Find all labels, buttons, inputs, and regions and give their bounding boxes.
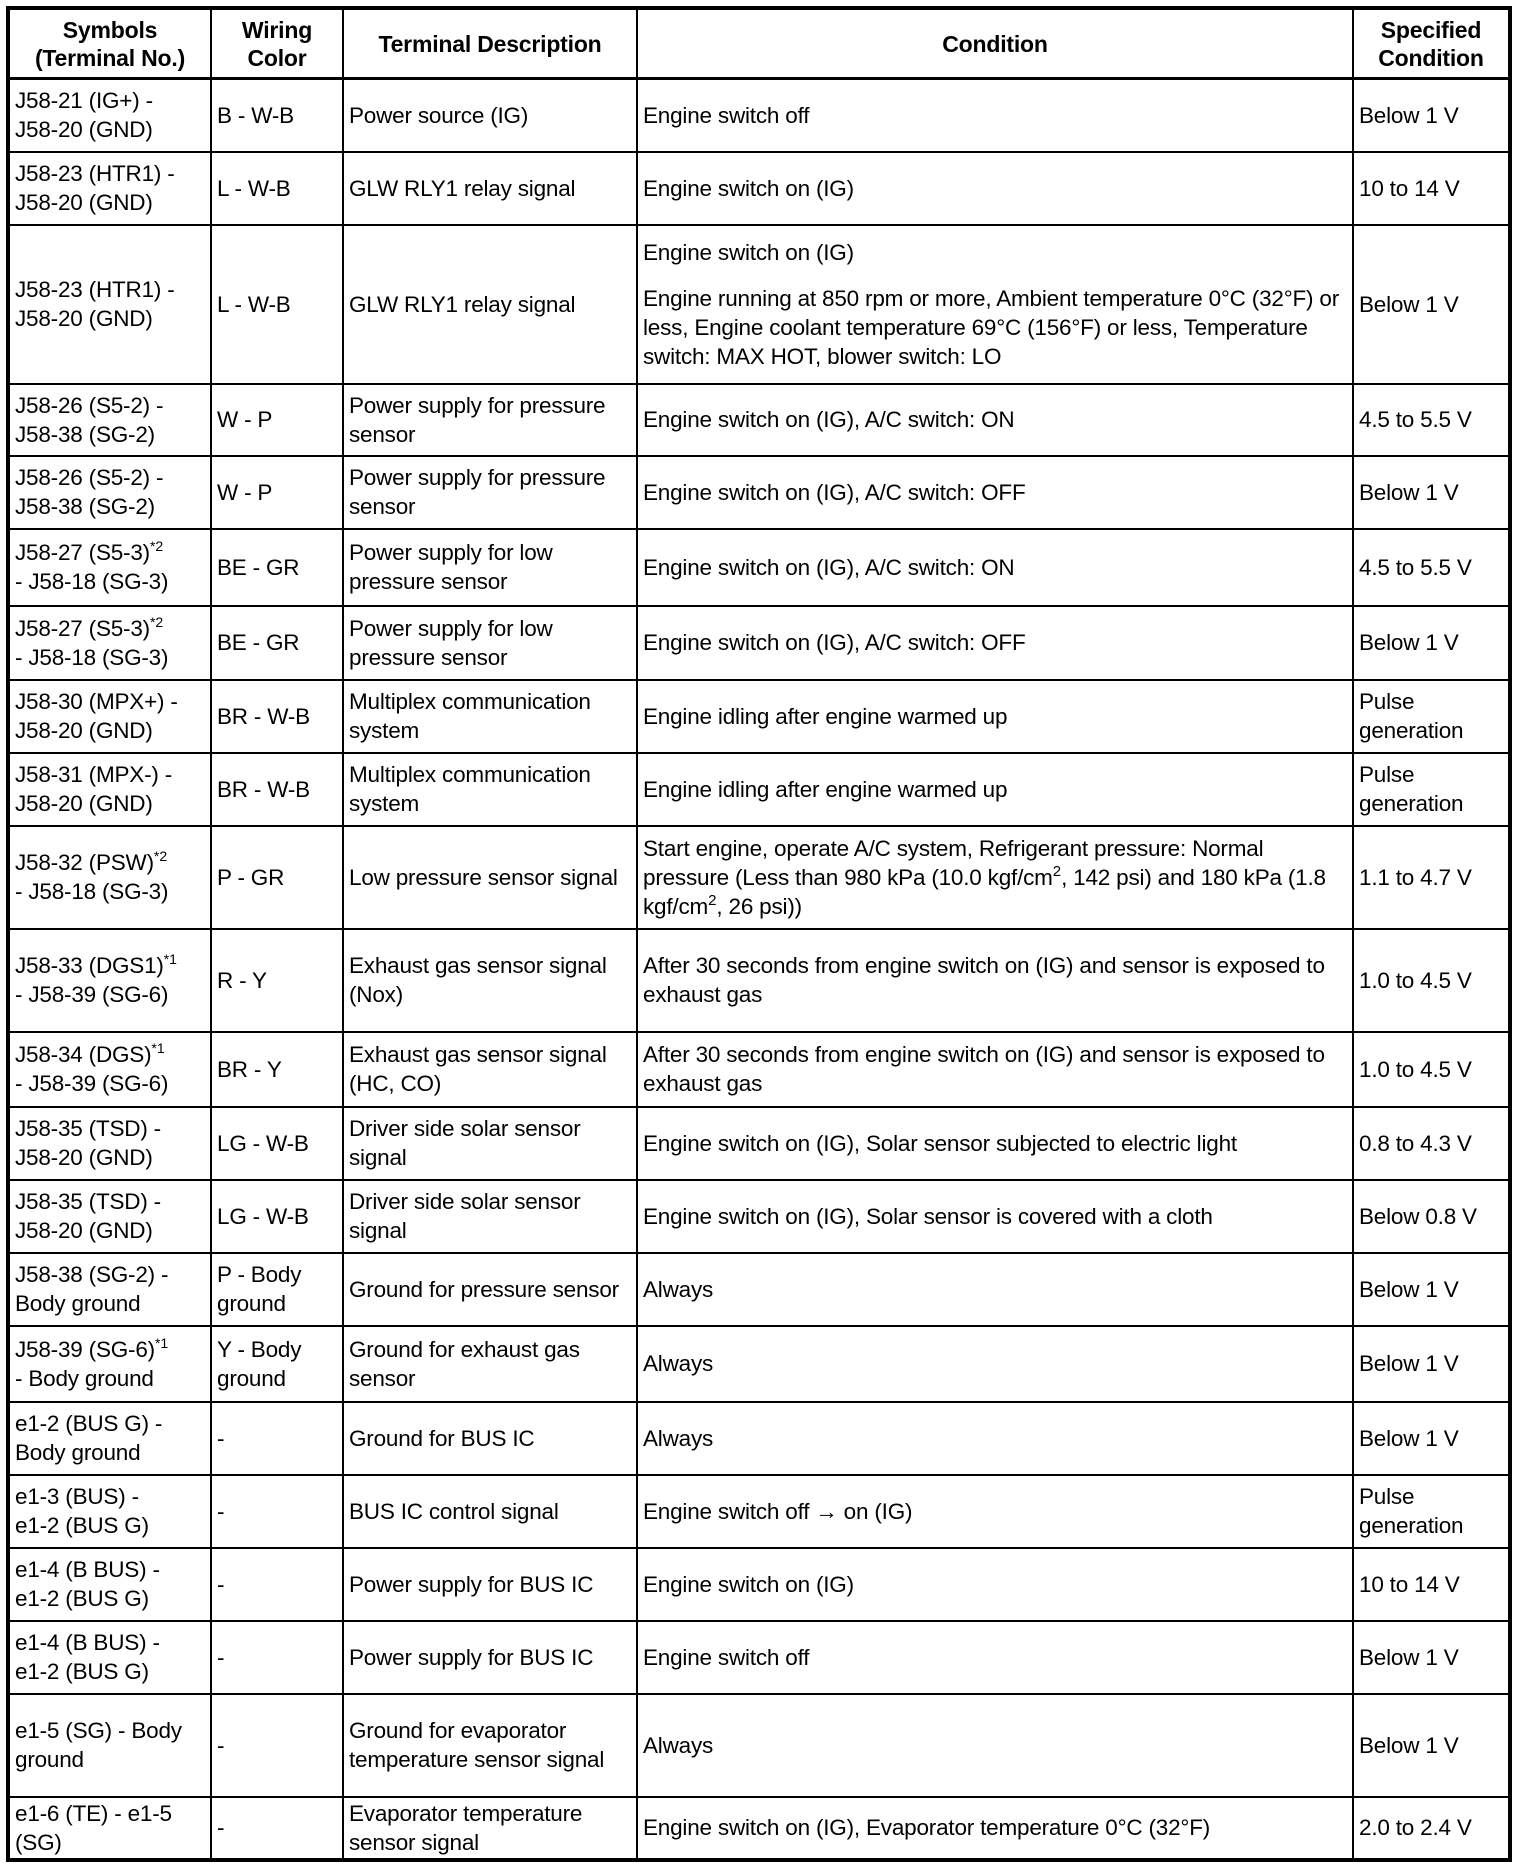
symbol-first-line: J58-35 (TSD) - [15,1116,161,1141]
symbol-second-line: J58-20 (GND) [15,718,153,743]
symbol-first-line: J58-30 (MPX+) - [15,689,178,714]
cell-specified-condition: 10 to 14 V [1353,152,1508,225]
cell-condition: Engine switch on (IG), A/C switch: OFF [637,456,1353,529]
symbol-first-line: e1-4 (B BUS) - [15,1557,160,1582]
table-row [10,1548,1508,1621]
table-row [10,929,1508,1032]
symbol-second-line: J58-38 (SG-2) [15,421,155,447]
symbol-second-line: Body ground [15,1440,141,1465]
cell-symbols [10,529,211,606]
header-wiring-line1: Wiring [241,16,313,43]
cell-wiring-color: BE - GR [211,529,343,606]
symbol-first-line: J58-31 (MPX-) - [15,762,173,787]
footnote-marker: *1 [151,1040,165,1056]
cell-terminal-description: Low pressure sensor signal [343,826,637,929]
cell-condition: Engine idling after engine warmed up [637,680,1353,753]
header-specified-line1: Specified [1380,16,1482,43]
cell-symbols [10,1621,211,1694]
table-row [10,225,1508,384]
cell-condition: Engine switch off [637,1621,1353,1694]
cell-specified-condition: Below 1 V [1353,79,1508,152]
cell-terminal-description: Power supply for BUS IC [343,1548,637,1621]
table-row [10,384,1508,456]
cell-specified-condition: Below 1 V [1353,1621,1508,1694]
table-row [10,1402,1508,1475]
cell-symbols [10,1253,211,1326]
cell-terminal-description: Driver side solar sensor signal [343,1107,637,1180]
cell-wiring-color: R - Y [211,929,343,1032]
superscript-exponent: 2 [708,891,717,909]
cell-specified-condition: Below 1 V [1353,1402,1508,1475]
footnote-marker: *1 [163,951,177,967]
cell-symbols [10,1107,211,1180]
cell-wiring-color: BR - W-B [211,680,343,753]
symbol-first-line: J58-27 (S5-3) [15,615,150,641]
table-header [10,10,1508,79]
cell-symbols [10,456,211,529]
cell-specified-condition: 1.1 to 4.7 V [1353,826,1508,929]
cell-symbols [10,384,211,456]
symbol-second-line: J58-20 (GND) [15,117,153,143]
table-row [10,456,1508,529]
condition-line-2: Engine running at 850 rpm or more, Ambient temperature 0°C (32°F) or less, Engine coolant temperature 69°C (156°F) or less, Temperature switch: MAX HOT, blower switch: LO [643,285,1339,369]
cell-wiring-color: - [211,1797,343,1858]
cell-terminal-description: GLW RLY1 relay signal [343,225,637,384]
cell-terminal-description: Multiplex communication system [343,753,637,826]
table-row [10,1180,1508,1253]
cell-symbols [10,1797,211,1858]
cell-condition: Engine switch on (IG), A/C switch: OFF [637,606,1353,680]
symbol-first-line: J58-38 (SG-2) - [15,1262,169,1287]
table-row [10,1032,1508,1107]
cell-symbols [10,753,211,826]
cell-specified-condition: 0.8 to 4.3 V [1353,1107,1508,1180]
header-wiring-color [211,10,343,79]
symbol-first-line: e1-4 (B BUS) - [15,1630,160,1655]
symbol-first-line: J58-33 (DGS1) [15,953,164,978]
cell-condition: After 30 seconds from engine switch on (IG) and sensor is exposed to exhaust gas [637,929,1353,1032]
cell-terminal-description: GLW RLY1 relay signal [343,152,637,225]
symbol-first-line: J58-26 (S5-2) - [15,392,164,418]
symbol-second-line: e1-2 (BUS G) [15,1659,149,1684]
cell-terminal-description: Power supply for pressure sensor [343,456,637,529]
cell-symbols [10,152,211,225]
symbol-second-line: J58-20 (GND) [15,1145,153,1170]
cell-condition: Engine idling after engine warmed up [637,753,1353,826]
cell-wiring-color: LG - W-B [211,1180,343,1253]
cell-wiring-color: - [211,1402,343,1475]
cell-terminal-description: Evaporator temperature sensor signal [343,1797,637,1858]
cell-condition: Engine switch on (IG), Solar sensor is covered with a cloth [637,1180,1353,1253]
cell-condition: Engine switch on (IG), A/C switch: ON [637,384,1353,456]
footnote-marker: *2 [149,613,164,630]
header-condition: Condition [637,10,1353,79]
cell-condition: Always [637,1253,1353,1326]
cell-terminal-description: Ground for exhaust gas sensor [343,1326,637,1402]
superscript-exponent: 2 [1052,862,1062,880]
header-row [10,10,1508,79]
cell-wiring-color: W - P [211,456,343,529]
cell-condition: Engine switch on (IG) [637,152,1353,225]
cell-condition: Always [637,1326,1353,1402]
table-row [10,606,1508,680]
condition-text: , 142 psi) and 180 kPa (1.8 kgf/cm [643,864,1326,919]
terminal-spec-table-frame [6,6,1512,1862]
table-row [10,826,1508,929]
cell-specified-condition: Below 0.8 V [1353,1180,1508,1253]
cell-condition: Engine switch on (IG) [637,1548,1353,1621]
table-body [10,79,1508,1858]
cell-specified-condition: Pulse generation [1353,680,1508,753]
cell-wiring-color: BR - W-B [211,753,343,826]
symbol-first-line: J58-35 (TSD) - [15,1189,161,1214]
table-row [10,1694,1508,1797]
symbol-second-line: - Body ground [15,1365,154,1391]
symbol-first-line: J58-23 (HTR1) - [15,277,175,302]
symbol-second-line: Body ground [15,1291,141,1316]
cell-wiring-color: W - P [211,384,343,456]
cell-wiring-color: L - W-B [211,152,343,225]
symbol-first-line: J58-26 (S5-2) - [15,465,164,490]
cell-specified-condition: Below 1 V [1353,1326,1508,1402]
symbol-first-line: J58-21 (IG+) - [15,88,153,114]
cell-terminal-description: BUS IC control signal [343,1475,637,1548]
table-row [10,1253,1508,1326]
symbol-first-line: J58-34 (DGS) [15,1042,152,1067]
cell-condition: Engine switch on (IG), Evaporator temperature 0°C (32°F) [637,1797,1353,1858]
cell-condition [637,225,1353,384]
cell-specified-condition: Below 1 V [1353,225,1508,384]
cell-specified-condition: Pulse generation [1353,753,1508,826]
terminal-spec-table [10,10,1508,1858]
symbol-first-line: J58-32 (PSW) [15,850,154,875]
cell-specified-condition: Below 1 V [1353,606,1508,680]
cell-symbols [10,1402,211,1475]
cell-specified-condition: Below 1 V [1353,456,1508,529]
footnote-marker: *1 [154,1334,169,1351]
cell-specified-condition: 10 to 14 V [1353,1548,1508,1621]
symbol-second-line: J58-20 (GND) [15,791,153,816]
symbol-second-line: - J58-18 (SG-3) [15,569,169,594]
table-row [10,79,1508,152]
cell-specified-condition: 2.0 to 2.4 V [1353,1797,1508,1858]
cell-wiring-color: L - W-B [211,225,343,384]
cell-terminal-description: Power supply for BUS IC [343,1621,637,1694]
cell-symbols [10,79,211,152]
table-row [10,1797,1508,1858]
condition-text: Start engine, operate A/C system, Refrigerant pressure: Normal pressure (Less than 980 kPa (10.0 kgf/cm [643,835,1264,890]
cell-terminal-description: Power supply for pressure sensor [343,384,637,456]
cell-specified-condition: 1.0 to 4.5 V [1353,1032,1508,1107]
cell-terminal-description: Ground for pressure sensor [343,1253,637,1326]
symbol-second-line: J58-20 (GND) [15,306,153,331]
cell-symbols [10,1548,211,1621]
cell-wiring-color: Y - Body ground [211,1326,343,1402]
cell-condition: After 30 seconds from engine switch on (IG) and sensor is exposed to exhaust gas [637,1032,1353,1107]
condition-spacer [643,267,1347,284]
symbol-second-line: - J58-39 (SG-6) [15,1071,169,1096]
cell-terminal-description: Exhaust gas sensor signal (Nox) [343,929,637,1032]
condition-text: , 26 psi)) [716,893,802,919]
symbol-first-line: e1-6 (TE) - e1-5 [15,1800,172,1826]
symbol-second-line: ground [15,1747,84,1772]
cell-condition: Always [637,1402,1353,1475]
table-row [10,1475,1508,1548]
symbol-second-line: - J58-18 (SG-3) [15,644,169,670]
cell-wiring-color: - [211,1621,343,1694]
cell-condition: Engine switch off → on (IG) [637,1475,1353,1548]
table-row [10,529,1508,606]
symbol-first-line: J58-39 (SG-6) [15,1336,155,1362]
symbol-second-line: e1-2 (BUS G) [15,1586,149,1611]
cell-terminal-description: Driver side solar sensor signal [343,1180,637,1253]
footnote-marker: *2 [149,538,164,554]
cell-specified-condition: Below 1 V [1353,1694,1508,1797]
cell-condition: Always [637,1694,1353,1797]
cell-terminal-description: Exhaust gas sensor signal (HC, CO) [343,1032,637,1107]
table-row [10,1107,1508,1180]
cell-symbols [10,1694,211,1797]
table-row [10,152,1508,225]
symbol-first-line: e1-3 (BUS) - [15,1484,139,1509]
table-row [10,680,1508,753]
cell-specified-condition: Below 1 V [1353,1253,1508,1326]
condition-line-1: Engine switch on (IG) [643,239,854,265]
cell-wiring-color: - [211,1548,343,1621]
cell-wiring-color: P - Body ground [211,1253,343,1326]
cell-specified-condition: 4.5 to 5.5 V [1353,384,1508,456]
table-row [10,753,1508,826]
symbol-second-line: J58-38 (SG-2) [15,494,155,519]
header-symbols-line2: (Terminal No.) [34,44,186,71]
cell-wiring-color: - [211,1694,343,1797]
cell-terminal-description: Power supply for low pressure sensor [343,606,637,680]
cell-terminal-description: Ground for BUS IC [343,1402,637,1475]
cell-symbols [10,1180,211,1253]
cell-symbols [10,606,211,680]
symbol-first-line: J58-27 (S5-3) [15,540,150,565]
cell-wiring-color: P - GR [211,826,343,929]
cell-terminal-description: Power source (IG) [343,79,637,152]
symbol-second-line: (SG) [15,1829,62,1855]
cell-symbols [10,1475,211,1548]
cell-terminal-description: Ground for evaporator temperature sensor signal [343,1694,637,1797]
cell-wiring-color: BR - Y [211,1032,343,1107]
cell-condition [637,826,1353,929]
cell-wiring-color: - [211,1475,343,1548]
cell-specified-condition: 1.0 to 4.5 V [1353,929,1508,1032]
cell-terminal-description: Power supply for low pressure sensor [343,529,637,606]
symbol-second-line: - J58-18 (SG-3) [15,879,169,904]
symbol-first-line: e1-2 (BUS G) - [15,1411,163,1436]
header-terminal-description: Terminal Description [343,10,637,79]
header-symbols-line1: Symbols [62,16,158,43]
symbol-second-line: J58-20 (GND) [15,1218,153,1243]
cell-symbols [10,225,211,384]
cell-symbols [10,826,211,929]
symbol-second-line: - J58-39 (SG-6) [15,982,169,1007]
cell-symbols [10,1032,211,1107]
header-specified-line2: Condition [1378,44,1484,71]
cell-wiring-color: LG - W-B [211,1107,343,1180]
cell-specified-condition: 4.5 to 5.5 V [1353,529,1508,606]
footnote-marker: *2 [153,848,168,864]
table-row [10,1326,1508,1402]
header-symbols [10,10,211,79]
symbol-second-line: J58-20 (GND) [15,190,153,215]
header-wiring-line2: Color [247,44,307,71]
cell-symbols [10,929,211,1032]
cell-specified-condition: Pulse generation [1353,1475,1508,1548]
symbol-first-line: J58-23 (HTR1) - [15,161,175,186]
cell-terminal-description: Multiplex communication system [343,680,637,753]
cell-condition: Engine switch off [637,79,1353,152]
symbol-second-line: e1-2 (BUS G) [15,1513,149,1538]
cell-symbols [10,680,211,753]
cell-symbols [10,1326,211,1402]
cell-wiring-color: B - W-B [211,79,343,152]
symbol-first-line: e1-5 (SG) - Body [15,1718,182,1743]
table-row [10,1621,1508,1694]
cell-condition: Engine switch on (IG), A/C switch: ON [637,529,1353,606]
cell-wiring-color: BE - GR [211,606,343,680]
header-specified-condition [1353,10,1508,79]
cell-condition: Engine switch on (IG), Solar sensor subjected to electric light [637,1107,1353,1180]
